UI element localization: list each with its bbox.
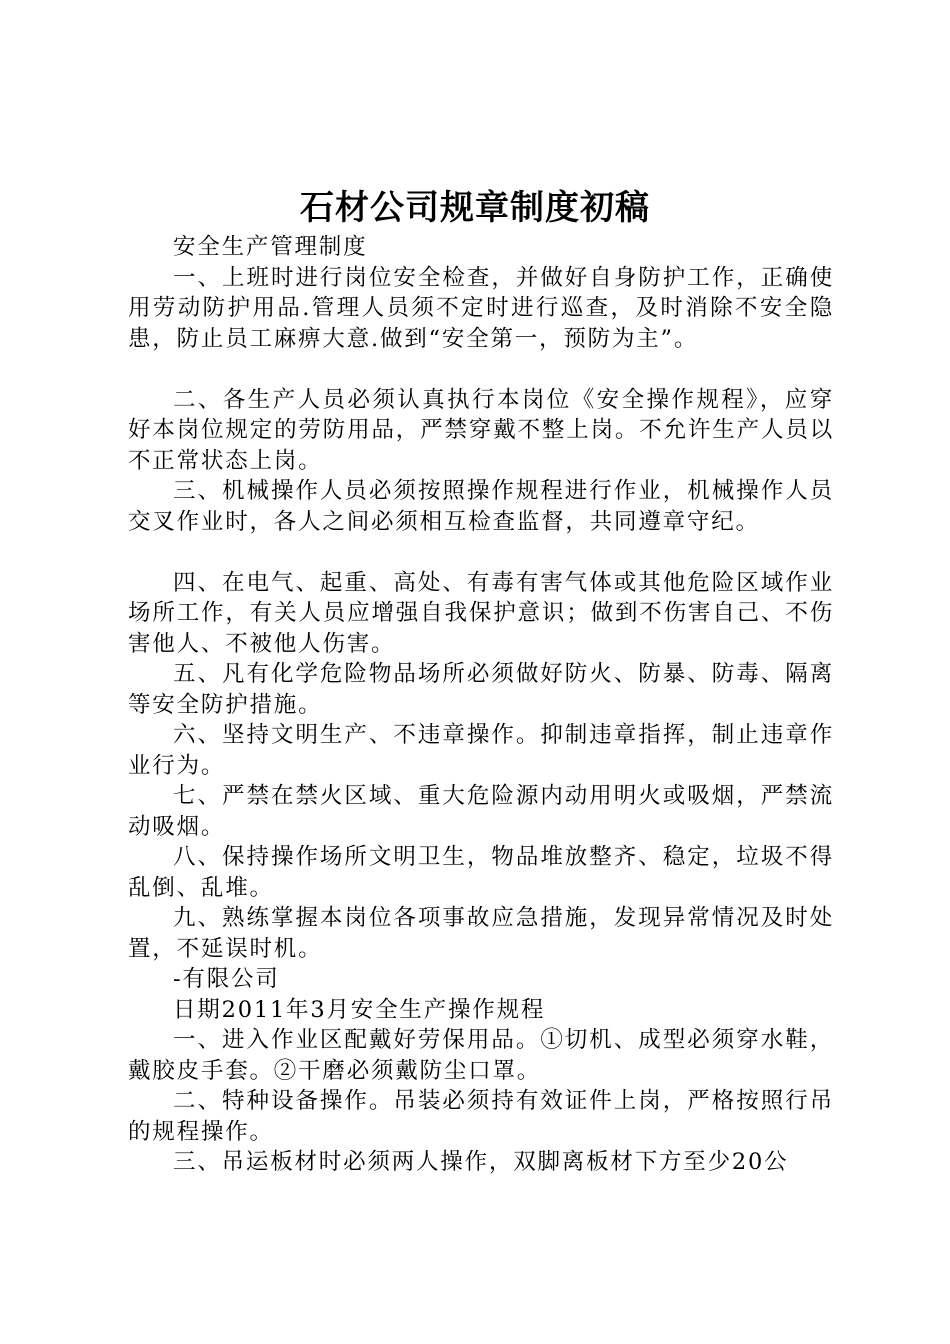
section-heading: 安全生产管理制度	[173, 234, 368, 260]
company-name: -有限公司	[173, 966, 280, 992]
paragraph: 三、机械操作人员必须按照操作规程进行作业，机械操作人员交叉作业时，各人之间必须相互检查监督，共同遵章守纪。	[128, 478, 834, 535]
paragraph: 八、保持操作场所文明卫生，物品堆放整齐、稳定，垃圾不得乱倒、乱堆。	[128, 844, 834, 901]
paragraph: 六、坚持文明生产、不违章操作。抑制违章指挥，制止违章作业行为。	[128, 722, 834, 779]
paragraph: 三、吊运板材时必须两人操作，双脚离板材下方至少20公	[173, 1149, 789, 1175]
paragraph: 五、凡有化学危险物品场所必须做好防火、防暴、防毒、隔离等安全防护措施。	[128, 661, 834, 718]
document-body	[128, 232, 834, 1178]
blank-line	[128, 354, 834, 385]
document-title: 石材公司规章制度初稿	[300, 188, 650, 228]
date-and-section-heading: 日期2011年3月安全生产操作规程	[173, 996, 546, 1023]
paragraph: 一、上班时进行岗位安全检查，并做好自身防护工作，正确使用劳动防护用品.管理人员须不定时进行巡查，及时消除不安全隐患，防止员工麻痹大意.做到“安全第一，预防为主”。	[128, 264, 834, 352]
paragraph: 四、在电气、起重、高处、有毒有害气体或其他危险区域作业场所工作，有关人员应增强自我保护意识；做到不伤害自己、不伤害他人、不被他人伤害。	[128, 569, 834, 657]
blank-line	[128, 537, 834, 568]
paragraph: 二、各生产人员必须认真执行本岗位《安全操作规程》，应穿好本岗位规定的劳防用品，严禁穿戴不整上岗。不允许生产人员以不正常状态上岗。	[128, 386, 834, 474]
paragraph: 一、进入作业区配戴好劳保用品。①切机、成型必须穿水鞋，戴胶皮手套。②干磨必须戴防尘口罩。	[128, 1027, 834, 1084]
paragraph: 九、熟练掌握本岗位各项事故应急措施，发现异常情况及时处置，不延误时机。	[128, 905, 834, 962]
paragraph: 二、特种设备操作。吊装必须持有效证件上岗，严格按照行吊的规程操作。	[128, 1088, 834, 1145]
paragraph: 七、严禁在禁火区域、重大危险源内动用明火或吸烟，严禁流动吸烟。	[128, 783, 834, 840]
